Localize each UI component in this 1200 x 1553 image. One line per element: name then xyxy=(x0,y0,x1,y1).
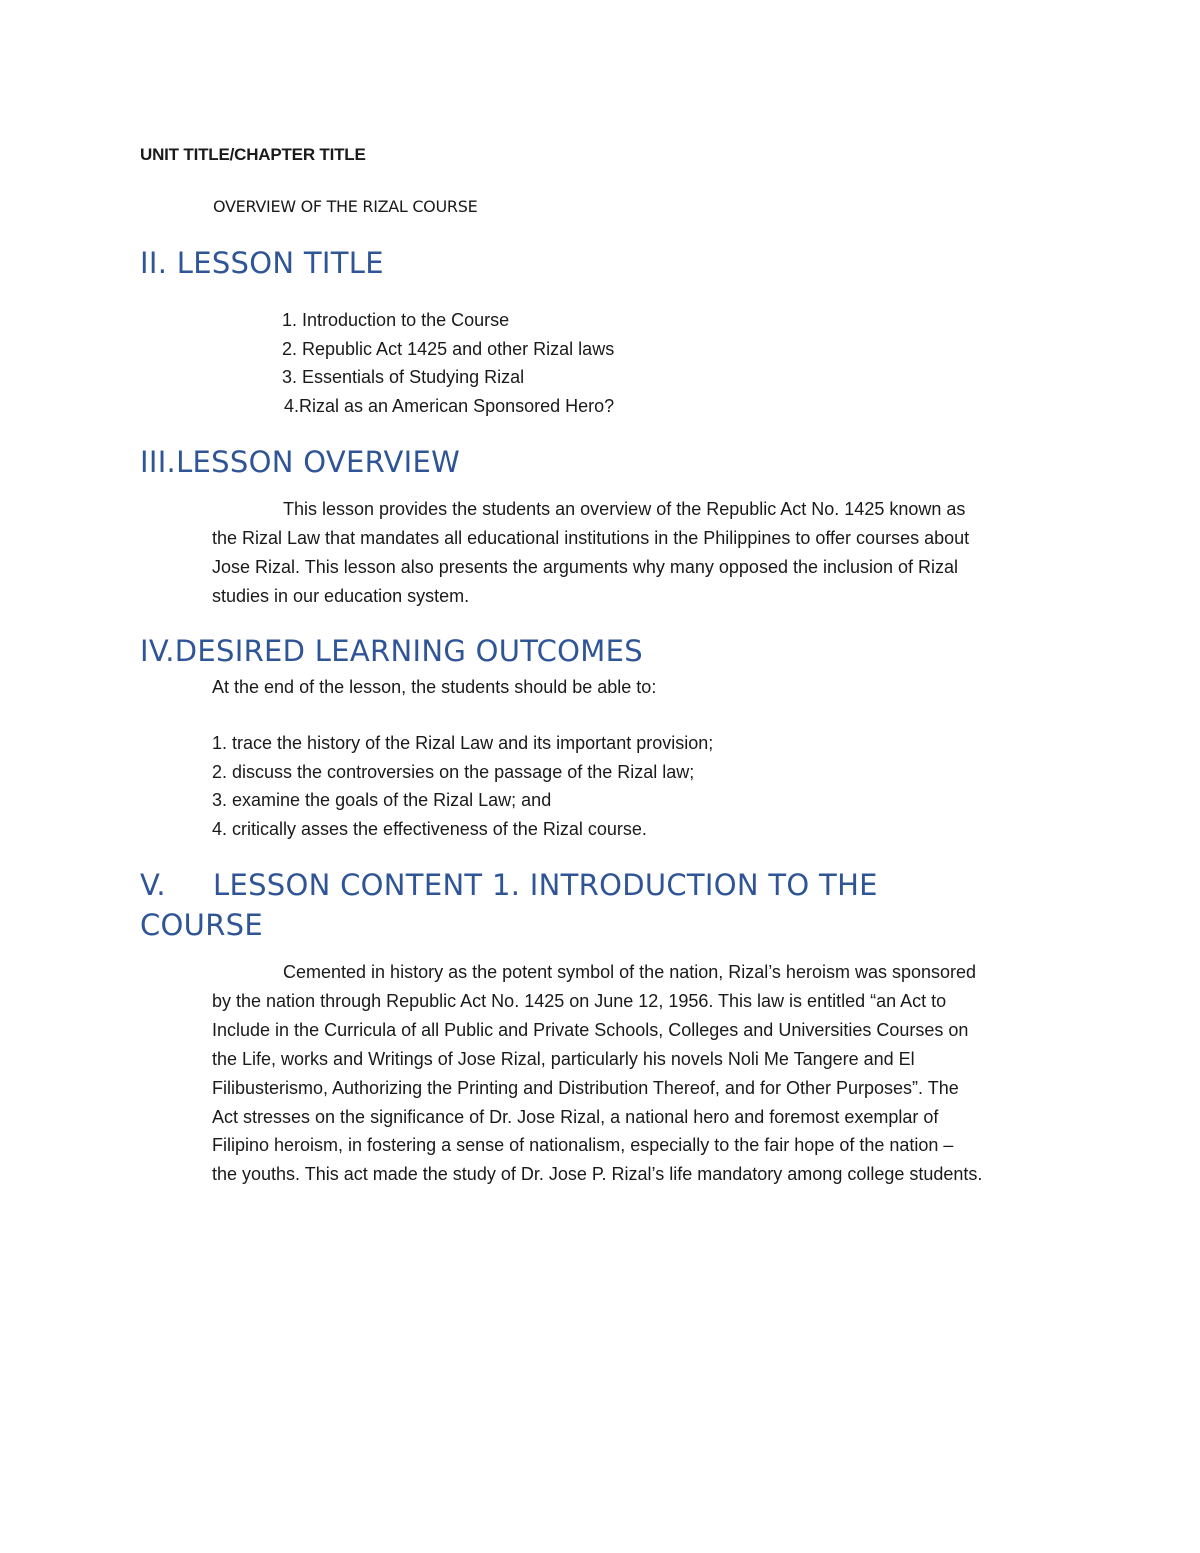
unit-label: UNIT TITLE/CHAPTER TITLE xyxy=(140,145,366,164)
learning-outcomes-intro: At the end of the lesson, the students should be able to: xyxy=(212,677,657,697)
chapter-title: OVERVIEW OF THE RIZAL COURSE xyxy=(213,197,478,216)
lesson-content-heading-continued: COURSE xyxy=(140,908,263,942)
lesson-title-item: 3. Essentials of Studying Rizal xyxy=(282,367,525,387)
lesson-content-paragraph xyxy=(212,958,982,1189)
learning-outcome-item: 3. examine the goals of the Rizal Law; and xyxy=(212,790,552,810)
lesson-overview-heading: III.LESSON OVERVIEW xyxy=(140,445,461,479)
paragraph-line: Act stresses on the significance of Dr. Jose Rizal, a national hero and foremost exemplar of xyxy=(212,1106,939,1127)
lesson-content-heading-number: V. xyxy=(140,868,166,902)
paragraph-line: Jose Rizal. This lesson also presents the arguments why many opposed the inclusion of Rizal xyxy=(212,556,959,577)
paragraph-line: the Life, works and Writings of Jose Rizal, particularly his novels Noli Me Tangere and El xyxy=(212,1048,915,1069)
lesson-content-heading: LESSON CONTENT 1. INTRODUCTION TO THE xyxy=(213,868,878,902)
learning-outcome-item: 2. discuss the controversies on the passage of the Rizal law; xyxy=(212,762,695,782)
paragraph-line: by the nation through Republic Act No. 1425 on June 12, 1956. This law is entitled “an Act to xyxy=(212,990,947,1011)
lesson-title-item: 2. Republic Act 1425 and other Rizal laws xyxy=(282,339,615,359)
paragraph-line: studies in our education system. xyxy=(212,585,470,606)
paragraph-line: Filipino heroism, in fostering a sense of nationalism, especially to the fair hope of the nation – xyxy=(212,1135,954,1156)
learning-outcomes-heading: IV.DESIRED LEARNING OUTCOMES xyxy=(140,634,643,668)
paragraph-line: the Rizal Law that mandates all educational institutions in the Philippines to offer courses about xyxy=(212,527,970,548)
lesson-title-heading: II. LESSON TITLE xyxy=(140,246,384,280)
lesson-overview-paragraph xyxy=(212,495,969,611)
lesson-title-item: 1. Introduction to the Course xyxy=(282,310,510,330)
paragraph-line: This lesson provides the students an overview of the Republic Act No. 1425 known as xyxy=(283,499,966,519)
paragraph-line: Include in the Curricula of all Public and Private Schools, Colleges and Universities Courses on xyxy=(212,1019,969,1040)
paragraph-line: Filibusterismo, Authorizing the Printing and Distribution Thereof, and for Other Purposes”. The xyxy=(212,1077,959,1098)
learning-outcome-item: 4. critically asses the effectiveness of the Rizal course. xyxy=(212,819,647,839)
lesson-title-item: 4.Rizal as an American Sponsored Hero? xyxy=(284,396,615,416)
learning-outcome-item: 1. trace the history of the Rizal Law and its important provision; xyxy=(212,733,714,753)
paragraph-line: the youths. This act made the study of Dr. Jose P. Rizal’s life mandatory among college students. xyxy=(212,1164,983,1185)
paragraph-line: Cemented in history as the potent symbol of the nation, Rizal’s heroism was sponsored xyxy=(283,962,977,982)
